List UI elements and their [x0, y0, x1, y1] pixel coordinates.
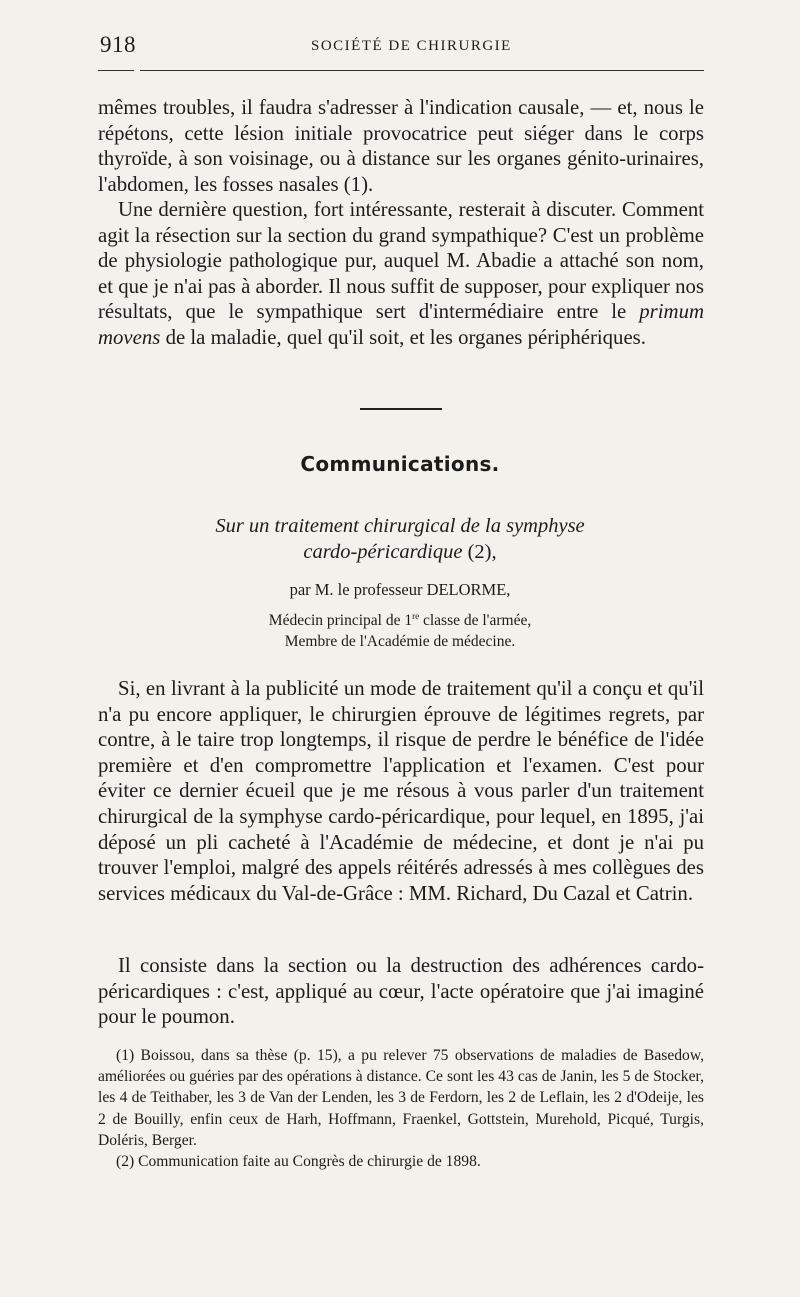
section-divider — [360, 408, 442, 410]
footnote-2: (2) Communication faite au Congrès de chirurgie de 1898. — [116, 1153, 481, 1171]
header-rule-gap — [134, 68, 140, 72]
footnotes — [98, 1045, 704, 1172]
paragraph-sympathique-text-start: Une dernière question, fort intéressante, resterait à discuter. Comment agit la résection sur la section du grand sympathique? C'est un problème de physiologie pathologique pur, auquel M. Abadie a attaché son nom, et que je n'ai pas à aborder. Il nous suffit de supposer, pour expliquer nos résultats, que le sympathique sert d'intermédiaire entre le — [98, 198, 704, 324]
article-author — [0, 580, 800, 600]
paragraph-sympathique — [98, 197, 704, 351]
footnote-1: (1) Boissou, dans sa thèse (p. 15), a pu relever 75 observations de maladies de Basedow, améliorées ou guéries par des opérations à distance. Ce sont les 43 cas de Janin, les 5 de Stocker, les 4 de Teithaber, les 3 de Van der Lenden, les 3 de Ferdorn, les 2 de Leflain, les 2 d'Odeije, les 2 de Bouilly, enfin ceux de Harh, Hoffmann, Fraenkel, Gottstein, Murehold, Picqué, Turgis, Doléris, Berger. — [98, 1047, 704, 1149]
page-number: 918 — [100, 32, 136, 57]
paragraph-sympathique-text-end: de la maladie, quel qu'il soit, et les organes périphériques. — [160, 325, 646, 349]
paragraph-method: Il consiste dans la section ou la destruction des adhérences cardo-péricardiques : c'est, appliqué au cœur, l'acte opératoire que j'ai imaginé pour le poumon. — [98, 954, 704, 1029]
page-header — [98, 30, 704, 70]
affiliation-1-sup: re — [412, 611, 420, 621]
affiliation-1-end: classe de l'armée, — [419, 612, 532, 629]
article-title-line-1: Sur un traitement chirurgical de la symphyse — [215, 515, 585, 537]
primum-movens-term: primum movens — [98, 300, 704, 349]
running-head: SOCIÉTÉ DE CHIRURGIE — [311, 38, 512, 54]
author-name: DELORME, — [426, 580, 511, 599]
author-affiliation-1 — [0, 611, 800, 630]
footnote-ref-2: (2), — [462, 541, 497, 563]
author-prefix: par M. le professeur — [289, 580, 427, 599]
header-rule — [98, 70, 704, 71]
article-title — [150, 513, 650, 565]
article-title-line-2-text: cardo-péricardique — [303, 541, 463, 563]
section-title: Communications. — [300, 452, 500, 476]
paragraph-continued: mêmes troubles, il faudra s'adresser à l'indication causale, — et, nous le répétons, cette lésion initiale provocatrice peut siéger dans le corps thyroïde, à son voisinage, ou à distance sur les organes génito-urinaires, l'abdomen, les fosses nasales (1). — [98, 96, 704, 196]
affiliation-1-start: Médecin principal de 1 — [268, 612, 413, 629]
article-title-line-2 — [150, 539, 650, 565]
author-affiliation-2: Membre de l'Académie de médecine. — [284, 633, 516, 650]
paragraph-introduction: Si, en livrant à la publicité un mode de traitement qu'il a conçu et qu'il n'a pu encore appliquer, le chirurgien éprouve de légitimes regrets, par contre, à le taire trop longtemps, il risque de perdre le bénéfice de l'idée première et d'en compromettre l'application et l'examen. C'est pour éviter ce dernier écueil que je me résous à vous parler d'un traitement chirurgical de la symphyse cardo-péricardique, pour lequel, en 1895, j'ai déposé un pli cacheté à l'Académie de médecine, et dont je n'ai pu trouver l'emploi, malgré des appels réitérés adressés à mes collègues des services médicaux du Val-de-Grâce : MM. Richard, Du Cazal et Catrin. — [98, 677, 704, 905]
